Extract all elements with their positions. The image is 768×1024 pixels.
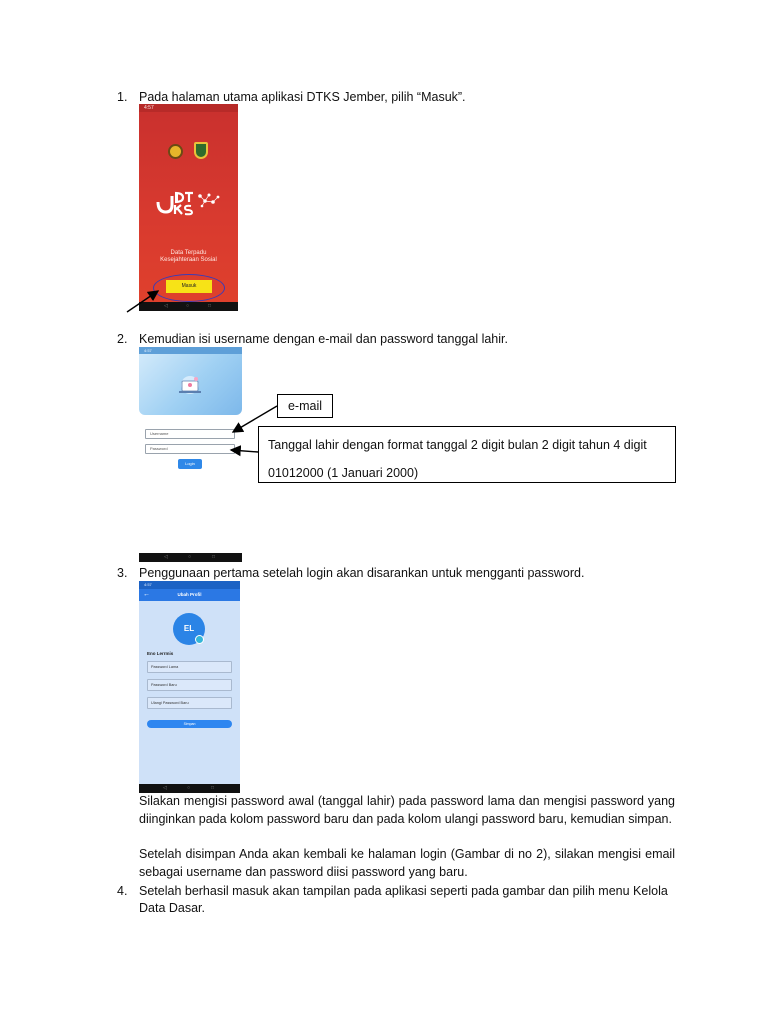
app-bar: [139, 589, 240, 601]
new-password-field[interactable]: Password Baru: [147, 679, 232, 691]
regional-crest-logo: [194, 142, 208, 159]
login-screenshot: [139, 347, 242, 562]
login-button[interactable]: Login: [178, 459, 202, 469]
back-icon: ◁: [163, 785, 167, 791]
callout-line-1: Tanggal lahir dengan format tanggal 2 digit bulan 2 digit tahun 4 digit: [268, 438, 647, 452]
user-name: Eno Lerrmis: [147, 651, 174, 656]
step-text: Penggunaan pertama setelah login akan disarankan untuk mengganti password.: [139, 566, 585, 580]
status-bar: [139, 347, 242, 354]
home-icon: ○: [188, 554, 192, 560]
birthdate-callout: [258, 426, 676, 483]
back-icon: ◁: [164, 303, 168, 309]
password-field[interactable]: Password: [145, 444, 235, 454]
old-password-field[interactable]: Password Lama: [147, 661, 232, 673]
android-nav-bar: [139, 553, 242, 562]
recents-icon: □: [212, 554, 216, 560]
back-icon: ◁: [164, 554, 168, 560]
recents-icon: □: [208, 303, 212, 309]
step-text: Setelah berhasil masuk akan tampilan pada aplikasi seperti pada gambar dan pilih menu Kelola: [139, 884, 668, 898]
camera-icon[interactable]: [195, 635, 204, 644]
highlight-ellipse: [153, 274, 225, 302]
caption-line-1: Data Terpadu: [170, 250, 207, 256]
dtks-home-screenshot: [139, 104, 238, 311]
status-bar: [139, 581, 240, 589]
step-number: 1.: [117, 90, 128, 104]
status-time: 4:57: [144, 105, 154, 111]
repeat-password-field[interactable]: Ulangi Password Baru: [147, 697, 232, 709]
status-time: 4:57: [144, 582, 152, 587]
instruction-paragraph-2: Setelah disimpan Anda akan kembali ke halaman login (Gambar di no 2), silakan mengisi email sebagai username dan password diisi password yang baru.: [139, 847, 675, 879]
username-field[interactable]: Username: [145, 429, 235, 439]
jember-seal-logo: [168, 144, 183, 159]
dtks-logo: [154, 188, 224, 218]
home-icon: ○: [187, 785, 191, 791]
step-number: 3.: [117, 566, 128, 580]
android-nav-bar: [139, 784, 240, 793]
recents-icon: □: [211, 785, 215, 791]
change-password-screenshot: [139, 581, 240, 793]
app-bar-title: Ubah Profil: [177, 592, 202, 597]
step-number: 4.: [117, 884, 128, 898]
status-time: 4:57: [144, 348, 152, 353]
step-text: Kemudian isi username dengan e-mail dan password tanggal lahir.: [139, 332, 508, 346]
caption-line-2: Kesejahteraan Sosial: [160, 257, 217, 263]
step-text-line-2: Data Dasar.: [139, 901, 206, 915]
android-nav-bar: [139, 302, 238, 311]
step-text: Pada halaman utama aplikasi DTKS Jember, pilih “Masuk”.: [139, 90, 466, 104]
instruction-paragraph-1: Silakan mengisi password awal (tanggal lahir) pada password lama dan mengisi password yang diinginkan pada kolom password baru dan pada kolom ulangi password baru, kemudian simpan.: [139, 794, 675, 826]
home-icon: ○: [186, 303, 190, 309]
step-number: 2.: [117, 332, 128, 346]
status-bar: [139, 104, 238, 112]
save-button[interactable]: Simpan: [147, 720, 232, 728]
laptop-illustration-icon: [175, 375, 205, 397]
avatar: EL: [173, 613, 205, 645]
masuk-button[interactable]: Masuk: [166, 280, 212, 293]
arrow-back-icon[interactable]: ←: [143, 591, 150, 598]
email-callout: e-mail: [277, 394, 333, 418]
callout-line-2: 01012000 (1 Januari 2000): [268, 466, 419, 480]
